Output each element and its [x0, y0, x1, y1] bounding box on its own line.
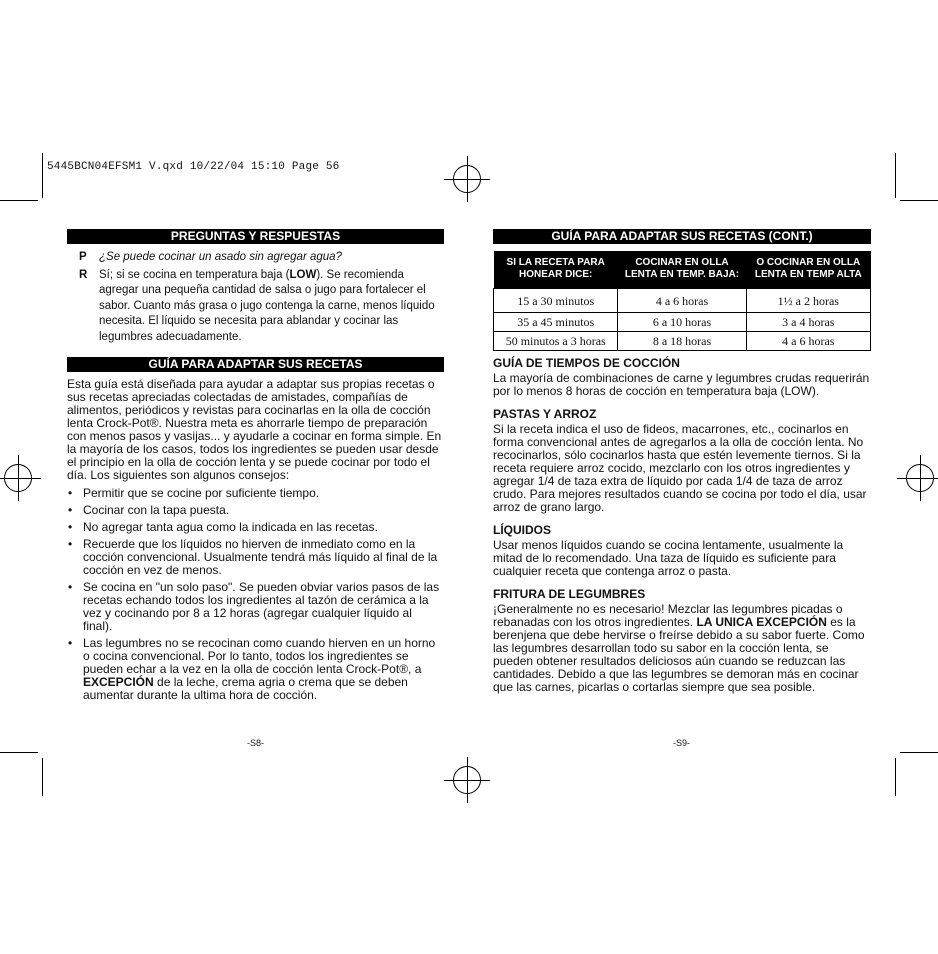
right-page: [493, 229, 871, 694]
section-title: FRITURA DE LEGUMBRES: [493, 587, 646, 601]
table-cell: 4 a 6 horas: [746, 332, 870, 351]
qa-answer-part: ). Se recomienda agregar una pequeña cantidad de salsa o jugo para fortalecer el sabor. Cuanto más grasa o jugo contenga la carne, menos líquido necesita. El líquido se necesita para ablandar y cocinar las legumbres adecuadamente.: [99, 268, 435, 343]
table-cell: 50 minutos a 3 horas: [494, 332, 618, 351]
section-part: ¡Generalmente no es necesario! Mezclar las legumbres picadas o rebanadas con los otros ingredientes.: [493, 602, 843, 629]
crop-mark: [900, 200, 938, 201]
section-body: [493, 603, 871, 694]
qa-letter: R: [79, 268, 88, 281]
tips-list: [67, 487, 444, 702]
table-cell: 35 a 45 minutos: [494, 313, 618, 332]
qa-question-text: ¿Se puede cocinar un asado sin agregar agua?: [99, 251, 342, 263]
page-number: -S9-: [673, 738, 691, 748]
crop-mark: [0, 200, 38, 201]
crop-mark: [895, 758, 896, 796]
table-header: GUÍA PARA ADAPTAR SUS RECETAS (CONT.): [493, 229, 871, 244]
crop-mark: [42, 758, 43, 796]
crop-mark: [900, 752, 938, 753]
column-header: O COCINAR EN OLLA LENTA EN TEMP ALTA: [746, 251, 870, 289]
table-cell: 8 a 18 horas: [618, 332, 746, 351]
registration-mark-icon: [453, 766, 481, 794]
guide-header: GUÍA PARA ADAPTAR SUS RECETAS: [67, 357, 444, 372]
table-row: [494, 332, 871, 351]
list-item: • Recuerde que los líquidos no hierven de inmediato como en la cocción convencional. Usualmente tendrá más líquido al final de la cocción en vez de menos.: [67, 538, 444, 577]
section-body: La mayoría de combinaciones de carne y legumbres crudas requerirán por lo menos 8 horas de cocción en temperatura baja (LOW).: [493, 371, 870, 398]
section-part: es la berenjena que debe hervirse o freírse debido a su sabor fuerte. Como las legumbres desarrollan todo su sabor en la cocción lenta, se pueden obtener resultados deliciosos aún cuando se reduzcan las cantidades. Debido a que las legumbres se demoran más en cocinar que las carnes, picarlas o cortarlas siempre que sea posible.: [493, 615, 865, 694]
section-body: Si la receta indica el uso de fideos, macarrones, etc., cocinarlos en forma convencional antes de agregarlos a la olla de cocción lenta. No recocinarlos, sólo cocinarlos hasta que estén levemente tiernos. Si la receta requiere arroz cocido, mezclarlo con los otros ingredientes y agregar 1/4 de taza extra de líquido por cada 1/4 de taza de arroz crudo. Para mejores resultados cuando se cocina por todo el día, usar arroz de grano largo.: [493, 422, 867, 514]
section-title: LÍQUIDOS: [493, 523, 552, 537]
column-header: COCINAR EN OLLA LENTA EN TEMP. BAJA:: [618, 251, 746, 289]
table-cell: 6 a 10 horas: [618, 313, 746, 332]
table-cell: 4 a 6 horas: [618, 289, 746, 313]
section-title: GUÍA DE TIEMPOS DE COCCIÓN: [493, 356, 680, 370]
qa-answer-bold: LOW: [289, 268, 317, 281]
qa-letter: P: [79, 251, 87, 263]
list-item: • Cocinar con la tapa puesta.: [67, 504, 444, 517]
guide-intro: Esta guía está diseñada para ayudar a adaptar sus propias recetas o sus recetas apreciadas colectadas de amistades, compañías de alimentos, periódicos y revistas para cocinarlas en la olla de cocción lenta Crock-Pot®. Nuestra meta es ahorrarle tiempo de preparación con menos pasos y vasijas... y ayudarle a cocinar en forma simple. En la mayoría de los casos, todos los ingredientes se pueden usar desde el principio en la olla de cocción lenta y se puede cocinar por todo el día. Los siguientes son algunos consejos:: [67, 377, 442, 482]
left-page: [67, 229, 444, 706]
slug-line: 5445BCN04EFSM1 V.qxd 10/22/04 15:10 Page 56: [47, 161, 340, 173]
registration-mark-icon: [453, 165, 481, 193]
qa-answer-text: [99, 268, 444, 346]
qa-header: PREGUNTAS Y RESPUESTAS: [67, 229, 444, 244]
page-number: -S8-: [247, 738, 265, 748]
section-body: Usar menos líquidos cuando se cocina lentamente, usualmente la mitad de lo recomendado. Una taza de líquido es suficiente para cualquier receta que contenga arroz o pasta.: [493, 538, 844, 578]
qa-answer: [67, 268, 444, 346]
tip-part: Las legumbres no se recocinan como cuando hierven en un horno o cocina convencional. Por lo tanto, todos los ingredientes se pueden echar a la vez en la olla de cocción lenta Crock-Pot®, a: [83, 636, 436, 676]
tip-part: de la leche, crema agria o crema que se deben aumentar durante la ultima hora de cocción.: [83, 675, 408, 702]
section-bold: LA UNICA EXCEPCIÓN: [696, 615, 827, 629]
table-cell: 15 a 30 minutos: [494, 289, 618, 313]
registration-mark-icon: [906, 464, 934, 492]
list-item: • Permitir que se cocine por suficiente tiempo.: [67, 487, 444, 500]
crop-mark: [0, 752, 38, 753]
table-row: [494, 313, 871, 332]
table-row: [494, 289, 871, 313]
conversion-table: [493, 251, 871, 351]
list-item: • No agregar tanta agua como la indicada en las recetas.: [67, 521, 444, 534]
column-header: SI LA RECETA PARA HONEAR DICE:: [494, 251, 618, 289]
qa-list: [67, 250, 444, 345]
list-item: • Se cocina en "un solo paso". Se pueden obviar varios pasos de las recetas echando todos los ingredientes al tazón de cerámica a la vez y cocinando por 8 a 12 horas (agregar cualquier líquido al final).: [67, 581, 444, 633]
qa-question: [67, 250, 444, 266]
table-cell: 3 a 4 horas: [746, 313, 870, 332]
registration-mark-icon: [4, 464, 32, 492]
table-cell: 1½ a 2 horas: [746, 289, 870, 313]
section-title: PASTAS Y ARROZ: [493, 407, 597, 421]
crop-mark: [42, 153, 43, 198]
crop-mark: [895, 153, 896, 198]
list-item: [67, 637, 444, 702]
qa-answer-part: Sí; si se cocina en temperatura baja (: [99, 268, 290, 281]
tip-bold: EXCEPCIÓN: [83, 675, 154, 689]
